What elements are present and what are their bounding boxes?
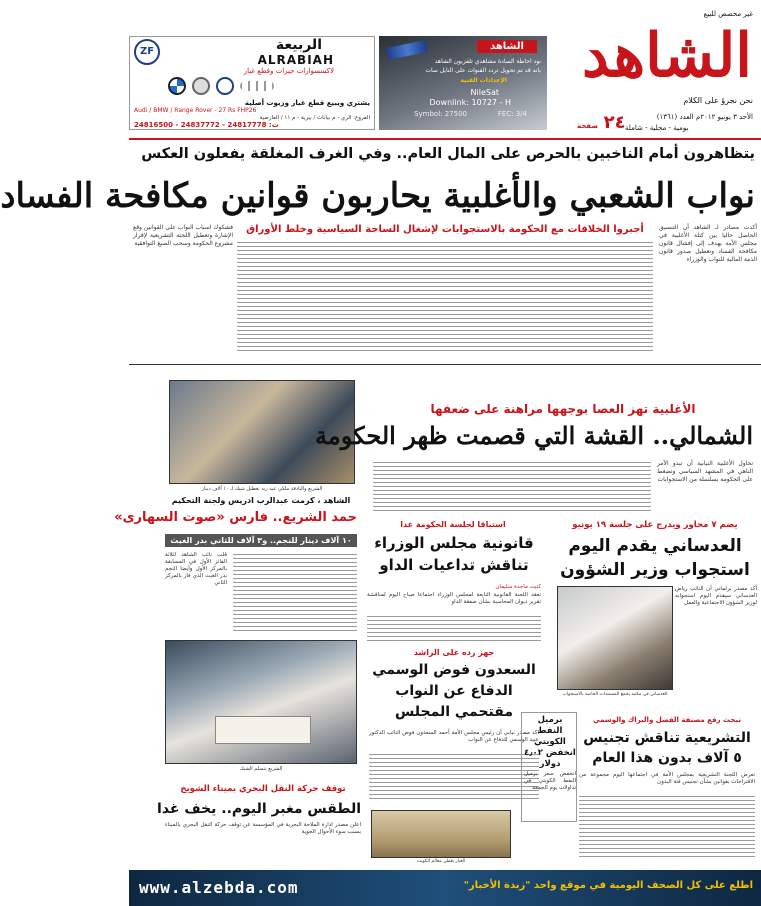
footer-promo: اطلع على كل الصحف اليومية في موقع واحد "زبدة الأخبار" (463, 880, 753, 891)
assimi-photo (557, 586, 673, 690)
ad-branch: الفروع: الري - م بيانات / بيرية - م ١١ / العارضية (259, 115, 370, 121)
lead-col-left: فشكوك اسباب النواب على القوانين وقع الإشارة وتعطيل اللجنة التشريعية لإقرار مشروع الحكومة وسحب الصيغ التوافقية (133, 224, 233, 247)
zf-badge: ZF (134, 39, 160, 65)
saadoun-body: اكد مصدر نيابي أن رئيس مجلس الأمة أحمد السعدون فوض النائب الدكتور عبيد الوسمي للدفاع عن النواب (369, 730, 539, 743)
ad-brand-en: ALRABIAH (257, 53, 334, 67)
pages-count (577, 112, 626, 133)
satellite-name: NileSat (470, 88, 499, 97)
bonus-headline: حمد الشريع.. فارس «صوت السهارى» (114, 510, 357, 525)
second-body: تحاول الأغلبية النيابية أن تبدو الآمر الناهي في المشهد السياسي وتضغط على الحكومة بسلسلة من الاستجوابات (657, 460, 753, 483)
legislative-body: تعرض اللجنة التشريعية بمجلس الأمة في اجتماعها اليوم مجموعة من الاقتراحات بقوانين بشأن تجنيس فئة البدون (579, 772, 755, 785)
audi-logo-icon (240, 81, 274, 91)
oil-box (521, 712, 577, 822)
pages-label: صفحة (577, 122, 599, 130)
ad-phones: 24816500 - 24837772 - 24817778 :ت (134, 121, 279, 129)
bonus-kicker: الشاهد ، كرمت عبدالرب ادريس ولجنة التحكيم (171, 496, 351, 505)
weather-headline: الطقس مغبر اليوم.. يخف غدا (157, 801, 361, 817)
oil-body: انخفض سعر برميل النفط الكويتي في تداولات يوم الجمعة (524, 771, 576, 791)
car-logos (168, 77, 278, 97)
vw-logo-icon (216, 77, 234, 95)
footer-banner (129, 870, 761, 906)
channel-logo: الشاهد (477, 40, 537, 53)
weather-body: اعلن مصدر ادارة الملاحة البحرية في المؤسسة عن توقف حركة النقل البحري بالميناء بسبب سوء الأحوال الجوية (165, 822, 361, 835)
weather-photo-caption: الغبار يغطي معالم الكويت (416, 859, 466, 864)
assimi-photo-caption: العدساني في مكتبه يجمع المستندات الخاصة بالاستجواب (562, 692, 668, 697)
event-photo-caption: الشريع والنادقة ملكي عبد ربه تغطيل شيك لـ ١٠ آلاف دينار (201, 486, 323, 492)
masthead-tagline: نحن نجرؤ على الكلام (683, 96, 753, 105)
type-line: يومية - محلية - شاملة (625, 124, 689, 132)
lead-body-text (237, 240, 653, 354)
award-photo-caption: الشريع يتسلم الشيك (239, 766, 283, 772)
weather-kicker: توقف حركة النقل البحري بميناء الشويخ (180, 784, 346, 794)
assimi-body: أكد مصدر برلماني أن النائب رياض العدساني سيقدم اليوم استجوابه لوزير الشؤون الاجتماعية والعمل (675, 586, 757, 606)
saadoun-headline: السعدون فوض الوسمي الدفاع عن النواب مقتحمي المجلس (372, 662, 536, 720)
legislative-headline-2: ٥ آلاف بدون هذا العام (592, 750, 742, 766)
ad-brand-ar: الربيعة (275, 37, 322, 53)
assimi-headline-2: استجواب وزير الشؤون (560, 560, 750, 580)
legislative-kicker: تبحث رفع مصنفة الفضل والبراك والوسمي (593, 716, 741, 724)
mercedes-logo-icon (192, 77, 210, 95)
bonus-body: قلب نائب الشاهد لثلاثة الفائز الأول في المسابقة بالمركز الأول وأيضا النجم بدر الغيث الذي فاز بالمركز الثاني (165, 552, 227, 586)
lead-subhead: أجبروا الخلافات مع الحكومة بالاستجوابات لإشغال الساحة السياسية وخلط الأوراق (246, 224, 644, 235)
bonus-body-lines (233, 552, 357, 634)
pages-number: ٢٤ (603, 112, 626, 133)
lead-kicker: يتظاهرون أمام الناخبين بالحرص على المال العام.. وفي الغرف المغلقة يفعلون العكس (141, 146, 755, 162)
lead-headline: نواب الشعبي والأغلبية يحاربون قوانين مكافحة الفساد (0, 176, 755, 216)
satellite-downlink: Downlink: 10727 - H (429, 98, 511, 107)
weather-photo (371, 810, 511, 858)
channel-ad-line2: بانه قد تم تحويل تردد القنوات على النايل سات (425, 67, 541, 74)
lead-col-right: أكدت مصادر لـ الشاهد أن التنسيق الحاصل حاليا بين كتلة الأغلبية في مجلس الأمة يهدف إلى إفشال قانون مكافحة الفساد وتعطيل صدور قانون الذمة المالية للنواب والوزراء (659, 224, 757, 263)
council-body-lines (367, 614, 541, 642)
not-for-sale: غير مخصص للبيع (703, 10, 753, 18)
date-line: الأحد ٣ يونيو ٢٠١٢م العدد (١٣٦١) (656, 113, 753, 121)
council-kicker: استباقا لجلسة الحكومة غدا (400, 520, 506, 529)
masthead-rule (129, 138, 761, 140)
channel-ad-line3: الإعدادات الفنية (460, 77, 507, 84)
satellite-symbol: Symbol: 27500 (414, 110, 467, 118)
satellite-fec: FEC: 3/4 (497, 110, 527, 118)
alrabiah-ad-real (129, 36, 375, 130)
second-kicker: الأغلبية تهز العصا بوجهها مراهنة على ضعفها (430, 402, 696, 416)
council-headline: قانونية مجلس الوزراء تناقش تداعيات الداو (374, 534, 534, 574)
assimi-kicker: يضم ٧ محاور ويدرج على جلسة ١٩ يونيو (572, 520, 738, 530)
second-headline: الشمالي.. القشة التي قصمت ظهر الحكومة (315, 421, 753, 450)
council-body: تعقد اللجنة القانونية التابعة لمجلس الوزراء اجتماعا صباح اليوم لمناقشة تقرير ديوان المحاسبة بشأن صفقة الداو (367, 592, 541, 605)
ad-cars: Audi / BMW / Range Rover - 27 Rs FHP26 (134, 107, 257, 114)
saadoun-body-lines (369, 752, 539, 800)
legislative-headline-1: التشريعية تناقش تجنيس (583, 730, 751, 746)
channel-ad-line1: نود احاطة السادة مشاهدي تلفزيون الشاهد (434, 58, 541, 65)
award-photo (165, 640, 357, 764)
masthead (577, 10, 757, 136)
bonus-banner: ١٠ آلاف دينار للنجم.. و٣ آلاف للثاني بدر الغيث (165, 534, 357, 547)
legislative-body-lines (579, 794, 755, 858)
footer-site[interactable]: www.alzebda.com (139, 878, 299, 897)
second-body-lines (373, 460, 651, 512)
channel-ad (379, 36, 547, 130)
bmw-logo-icon (168, 77, 186, 95)
masthead-title: الشاهد (582, 21, 752, 91)
section-rule (129, 364, 761, 365)
ad-slogan: لاكسسوارات جيرات وقطع غيار (243, 67, 334, 75)
ad-line1: يشتري ويبيع قطع غيار وزيوت أصلية (244, 99, 370, 107)
oil-headline: برميل النفط الكويتي انخفض ٤٫٠٢ دولار (524, 715, 576, 769)
cheque-icon (215, 716, 311, 744)
council-author: كتبت ماجدة سليمان (495, 584, 541, 590)
assimi-headline-1: العدساني يقدم اليوم (568, 536, 742, 556)
saadoun-kicker: جهز رده على الراشد (413, 648, 495, 657)
